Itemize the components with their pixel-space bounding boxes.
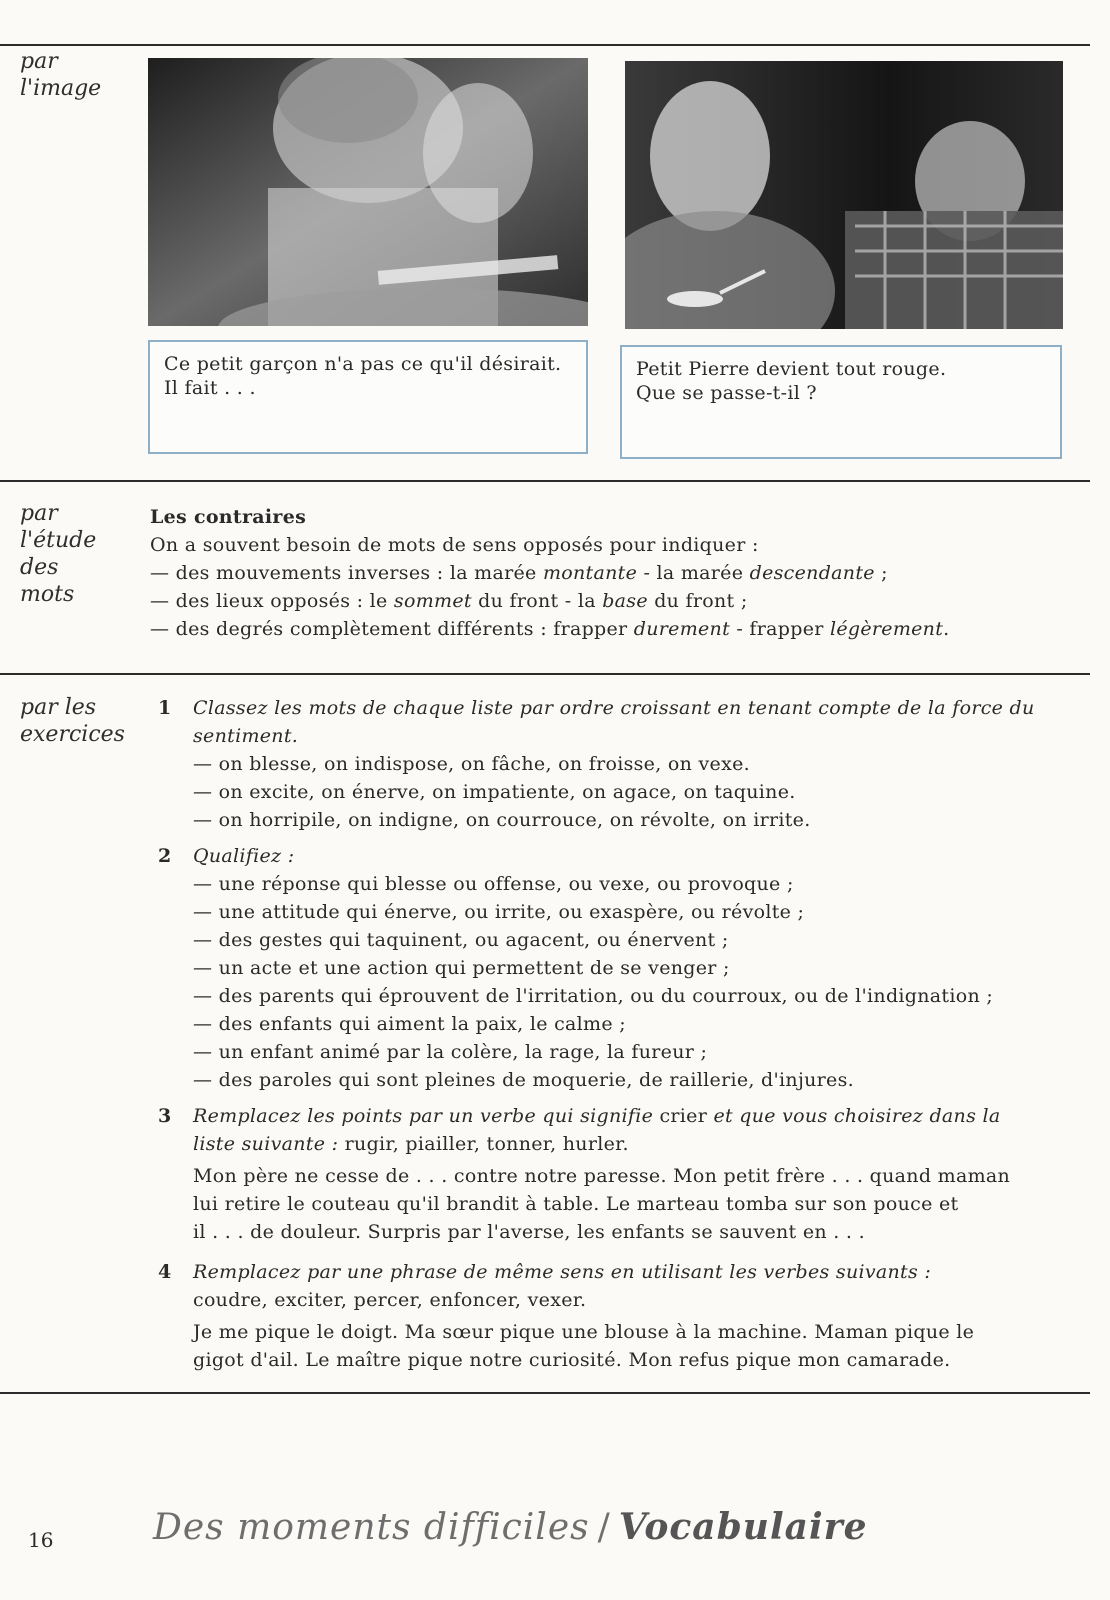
footer-title bbox=[153, 1506, 868, 1548]
caption-box-1 bbox=[148, 340, 588, 454]
word-study-item: — des lieux opposés : le sommet du front - la base du front ; bbox=[150, 590, 748, 612]
exercise-instruction: Qualifiez : bbox=[193, 845, 295, 867]
section-rule-2 bbox=[0, 673, 1090, 675]
list-item: — on excite, on énerve, on impatiente, on agace, on taquine. bbox=[193, 781, 796, 803]
caption-2-line-1: Petit Pierre devient tout rouge. bbox=[636, 358, 947, 380]
exercise-instruction: sentiment. bbox=[193, 725, 299, 747]
exercise-number: 1 bbox=[158, 697, 172, 719]
list-item: — des parents qui éprouvent de l'irritation, ou du courroux, ou de l'indignation ; bbox=[193, 985, 994, 1007]
photo-mother-and-pierre bbox=[625, 61, 1063, 329]
exercise-instruction: Remplacez par une phrase de même sens en utilisant les verbes suivants : bbox=[193, 1261, 932, 1283]
exercises-content bbox=[150, 694, 1080, 1382]
chapter-title: Des moments difficiles bbox=[153, 1507, 590, 1548]
exercise-number: 4 bbox=[158, 1261, 172, 1283]
exercise-instruction: liste suivante : rugir, piailler, tonner, hurler. bbox=[193, 1133, 629, 1155]
list-item: — une réponse qui blesse ou offense, ou vexe, ou provoque ; bbox=[193, 873, 794, 895]
list-item: — on blesse, on indispose, on fâche, on froisse, on vexe. bbox=[193, 753, 750, 775]
photo-boy-eating bbox=[148, 58, 588, 326]
word-study-item: — des mouvements inverses : la marée montante - la marée descendante ; bbox=[150, 562, 888, 584]
word-study-item: — des degrés complètement différents : frapper durement - frapper légèrement. bbox=[150, 618, 950, 640]
list-item: — un acte et une action qui permettent de se venger ; bbox=[193, 957, 730, 979]
list-item: — une attitude qui énerve, ou irrite, ou exaspère, ou révolte ; bbox=[193, 901, 805, 923]
word-study-intro: On a souvent besoin de mots de sens opposés pour indiquer : bbox=[150, 534, 759, 556]
list-item: — un enfant animé par la colère, la rage, la fureur ; bbox=[193, 1041, 708, 1063]
caption-1-line-1: Ce petit garçon n'a pas ce qu'il désirait. bbox=[164, 353, 562, 375]
exercise-text: gigot d'ail. Le maître pique notre curiosité. Mon refus pique mon camarade. bbox=[193, 1349, 951, 1371]
exercise-instruction: Remplacez les points par un verbe qui signifie crier et que vous choisirez dans la bbox=[193, 1105, 1001, 1127]
word-study-title: Les contraires bbox=[150, 506, 307, 528]
section-rule-3 bbox=[0, 1392, 1090, 1394]
caption-2-line-2: Que se passe-t-il ? bbox=[636, 382, 817, 404]
title-separator: / bbox=[597, 1507, 611, 1548]
top-rule bbox=[0, 44, 1090, 46]
word-study-label: par l'étude des mots bbox=[20, 501, 97, 607]
caption-1-line-2: Il fait . . . bbox=[164, 377, 256, 399]
exercise-4 bbox=[150, 1258, 1080, 1374]
exercise-number: 2 bbox=[158, 845, 172, 867]
exercise-text: Mon père ne cesse de . . . contre notre paresse. Mon petit frère . . . quand maman bbox=[193, 1165, 1011, 1187]
exercise-instruction: Classez les mots de chaque liste par ordre croissant en tenant compte de la force du bbox=[193, 697, 1035, 719]
image-section-label: par l'image bbox=[20, 49, 102, 101]
list-item: — des gestes qui taquinent, ou agacent, ou énervent ; bbox=[193, 929, 729, 951]
section-title: Vocabulaire bbox=[618, 1506, 868, 1548]
list-item: — des paroles qui sont pleines de moquerie, de raillerie, d'injures. bbox=[193, 1069, 854, 1091]
page-number: 16 bbox=[28, 1528, 54, 1552]
section-rule-1 bbox=[0, 480, 1090, 482]
exercise-number: 3 bbox=[158, 1105, 172, 1127]
word-study-content bbox=[150, 503, 1080, 643]
list-item: — des enfants qui aiment la paix, le calme ; bbox=[193, 1013, 626, 1035]
exercise-3 bbox=[150, 1102, 1080, 1246]
exercise-text: il . . . de douleur. Surpris par l'averse, les enfants se sauvent en . . . bbox=[193, 1221, 865, 1243]
exercise-1 bbox=[150, 694, 1080, 834]
exercise-2 bbox=[150, 842, 1080, 1094]
caption-box-2 bbox=[620, 345, 1062, 459]
verb-list: coudre, exciter, percer, enfoncer, vexer. bbox=[193, 1289, 587, 1311]
exercise-text: Je me pique le doigt. Ma sœur pique une blouse à la machine. Maman pique le bbox=[193, 1321, 975, 1343]
exercises-label: par les exercices bbox=[20, 695, 125, 747]
list-item: — on horripile, on indigne, on courrouce, on révolte, on irrite. bbox=[193, 809, 811, 831]
exercise-text: lui retire le couteau qu'il brandit à table. Le marteau tomba sur son pouce et bbox=[193, 1193, 959, 1215]
